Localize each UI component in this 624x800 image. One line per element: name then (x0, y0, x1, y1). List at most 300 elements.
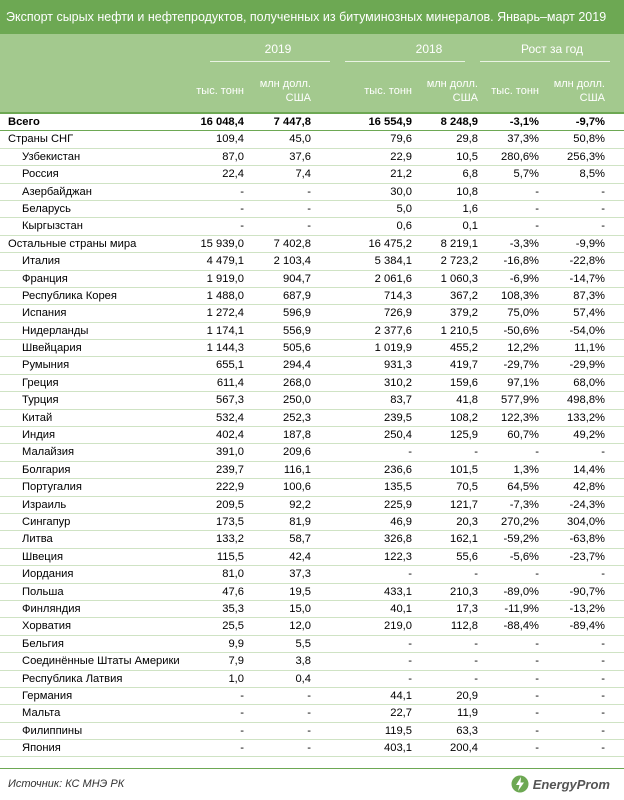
cell-2019-tons: 209,5 (216, 498, 244, 511)
table-row (0, 444, 624, 461)
row-country-name: Португалия (22, 481, 82, 494)
source-note: Источник: КС МНЭ РК (8, 778, 125, 790)
header-unit-tons: тыс. тонн (364, 85, 412, 97)
cell-2018-tons: - (408, 446, 412, 459)
cell-growth-usd: 133,2% (567, 411, 605, 424)
cell-2018-tons: 5 384,1 (374, 255, 412, 268)
cell-2018-tons: 931,3 (384, 359, 412, 372)
cell-2019-tons: 391,0 (216, 446, 244, 459)
table-row (0, 236, 624, 253)
header-year-2018: 2018 (415, 42, 443, 56)
cell-growth-tons: 97,1% (507, 376, 539, 389)
cell-2019-usd: 250,0 (283, 394, 311, 407)
cell-growth-tons: 75,0% (507, 307, 539, 320)
cell-2019-usd: 2 103,4 (273, 255, 311, 268)
cell-2018-usd: - (474, 655, 478, 668)
cell-2019-usd: 116,1 (283, 463, 311, 476)
cell-growth-tons: -3,1% (509, 116, 539, 128)
cell-2019-usd: - (307, 689, 311, 702)
cell-2019-usd: 5,5 (295, 637, 311, 650)
row-country-name: Германия (22, 689, 73, 702)
cell-2018-tons: 22,9 (390, 150, 412, 163)
cell-growth-usd: -54,0% (569, 324, 605, 337)
cell-2019-tons: 4 479,1 (206, 255, 244, 268)
cell-2019-usd: 12,0 (289, 620, 311, 633)
cell-2018-tons: 79,6 (390, 133, 412, 146)
table-row (0, 218, 624, 235)
cell-growth-tons: - (535, 742, 539, 755)
cell-growth-usd: - (601, 724, 605, 737)
cell-2019-usd: 505,6 (283, 342, 311, 355)
cell-2019-tons: 402,4 (216, 429, 244, 442)
cell-2018-usd: 112,8 (450, 620, 478, 633)
row-country-name: Испания (22, 307, 67, 320)
table-row (0, 584, 624, 601)
cell-2019-usd: 7 402,8 (273, 237, 311, 250)
cell-2019-tons: - (240, 220, 244, 233)
cell-2018-tons: 219,0 (384, 620, 412, 633)
row-country-name: Болгария (22, 463, 71, 476)
cell-growth-tons: 577,9% (501, 394, 539, 407)
cell-2018-tons: 250,4 (384, 429, 412, 442)
cell-2019-usd: 687,9 (283, 289, 311, 302)
table-row (0, 375, 624, 392)
table-title: Экспорт сырых нефти и нефтепродуктов, полученных из битуминозных минералов. Январь–март 2019 (0, 0, 624, 34)
table-row (0, 114, 624, 131)
cell-growth-tons: 60,7% (507, 429, 539, 442)
header-unit-usd-line1: млн долл. (426, 78, 478, 90)
cell-growth-usd: 256,3% (567, 150, 605, 163)
row-country-name: Соединённые Штаты Америки (22, 655, 180, 668)
table-row (0, 636, 624, 653)
cell-growth-usd: -9,7% (575, 116, 605, 128)
cell-2019-usd: 92,2 (289, 498, 311, 511)
cell-2018-usd: 455,2 (450, 342, 478, 355)
cell-2018-tons: 225,9 (384, 498, 412, 511)
cell-2019-tons: 1 272,4 (206, 307, 244, 320)
cell-2018-usd: 125,9 (450, 429, 478, 442)
cell-2019-tons: - (240, 707, 244, 720)
cell-2018-tons: 5,0 (396, 202, 412, 215)
cell-2019-tons: 81,0 (222, 568, 244, 581)
cell-2018-tons: 22,7 (390, 707, 412, 720)
row-country-name: Финляндия (22, 602, 81, 615)
table-row (0, 323, 624, 340)
table-row (0, 427, 624, 444)
cell-2019-tons: 222,9 (216, 481, 244, 494)
row-country-name: Иордания (22, 568, 74, 581)
header-unit-tons: тыс. тонн (196, 85, 244, 97)
cell-2018-usd: 1 210,5 (440, 324, 478, 337)
row-country-name: Франция (22, 272, 68, 285)
cell-2019-usd: 45,0 (289, 133, 311, 146)
cell-2019-tons: 567,3 (216, 394, 244, 407)
table-row (0, 566, 624, 583)
cell-growth-tons: 5,7% (513, 168, 539, 181)
table-row (0, 357, 624, 374)
cell-2018-tons: 46,9 (390, 515, 412, 528)
cell-2018-tons: 119,5 (384, 724, 412, 737)
cell-growth-usd: - (601, 672, 605, 685)
row-country-name: Малайзия (22, 446, 75, 459)
cell-growth-usd: 68,0% (573, 376, 605, 389)
cell-2019-tons: 35,3 (222, 602, 244, 615)
cell-2019-tons: 109,4 (216, 133, 244, 146)
cell-2018-tons: 0,6 (396, 220, 412, 233)
cell-2018-usd: 210,3 (450, 585, 478, 598)
cell-2019-usd: 81,9 (289, 515, 311, 528)
header-divider (480, 61, 610, 62)
table-row (0, 601, 624, 618)
cell-2018-tons: 433,1 (384, 585, 412, 598)
row-country-name: Хорватия (22, 620, 72, 633)
cell-2018-tons: 2 061,6 (374, 272, 412, 285)
cell-2019-tons: 611,4 (216, 376, 244, 389)
cell-growth-tons: -16,8% (503, 255, 539, 268)
cell-2018-tons: 1 019,9 (374, 342, 412, 355)
row-country-name: Израиль (22, 498, 67, 511)
table-row (0, 340, 624, 357)
cell-2018-tons: 30,0 (390, 185, 412, 198)
cell-growth-tons: 280,6% (501, 150, 539, 163)
cell-growth-usd: - (601, 446, 605, 459)
header-unit-usd-line2: США (285, 92, 311, 104)
cell-2018-usd: 101,5 (450, 463, 478, 476)
table-row (0, 671, 624, 688)
row-country-name: Турция (22, 394, 59, 407)
cell-2018-usd: 2 723,2 (440, 255, 478, 268)
cell-growth-tons: 64,5% (507, 481, 539, 494)
table-row (0, 201, 624, 218)
cell-2018-tons: 40,1 (390, 602, 412, 615)
table-row (0, 131, 624, 148)
cell-2018-usd: 1,6 (462, 202, 478, 215)
table-row (0, 618, 624, 635)
cell-growth-usd: -14,7% (569, 272, 605, 285)
cell-2018-usd: 20,9 (456, 689, 478, 702)
cell-2018-tons: 310,2 (384, 376, 412, 389)
row-country-name: Бельгия (22, 637, 64, 650)
cell-2018-tons: 44,1 (390, 689, 412, 702)
cell-growth-tons: -89,0% (503, 585, 539, 598)
cell-growth-usd: -29,9% (569, 359, 605, 372)
cell-2019-tons: 173,5 (216, 515, 244, 528)
row-country-name: Румыния (22, 359, 70, 372)
row-country-name: Япония (22, 742, 61, 755)
row-country-name: Литва (22, 533, 53, 546)
cell-growth-tons: - (535, 707, 539, 720)
cell-2019-tons: - (240, 689, 244, 702)
cell-growth-usd: 498,8% (567, 394, 605, 407)
row-country-name: Россия (22, 168, 59, 181)
table-row (0, 392, 624, 409)
cell-2018-usd: 367,2 (450, 289, 478, 302)
row-country-name: Греция (22, 376, 59, 389)
cell-2019-usd: - (307, 724, 311, 737)
cell-2019-usd: - (307, 742, 311, 755)
cell-2018-tons: 122,3 (384, 550, 412, 563)
cell-2019-usd: - (307, 707, 311, 720)
cell-growth-usd: - (601, 202, 605, 215)
cell-2019-usd: 187,8 (283, 429, 311, 442)
cell-2018-tons: - (408, 637, 412, 650)
header-unit-tons: тыс. тонн (491, 85, 539, 97)
cell-2019-usd: 904,7 (283, 272, 311, 285)
header-unit-usd-line2: США (579, 92, 605, 104)
cell-2018-usd: - (474, 446, 478, 459)
cell-2018-tons: 16 475,2 (368, 237, 412, 250)
cell-2019-tons: 22,4 (222, 168, 244, 181)
header-unit-usd (427, 77, 478, 105)
cell-2018-tons: 16 554,9 (368, 116, 412, 128)
cell-2019-tons: 16 048,4 (200, 116, 244, 128)
cell-growth-tons: - (535, 689, 539, 702)
cell-2019-tons: 9,9 (228, 637, 244, 650)
cell-growth-usd: -89,4% (569, 620, 605, 633)
row-country-name: Мальта (22, 707, 61, 720)
cell-growth-usd: - (601, 568, 605, 581)
cell-2018-tons: 236,6 (384, 463, 412, 476)
cell-growth-usd: 49,2% (573, 429, 605, 442)
cell-growth-usd: -13,2% (569, 602, 605, 615)
cell-2019-usd: 252,3 (283, 411, 311, 424)
cell-2019-usd: 100,6 (283, 481, 311, 494)
cell-growth-usd: - (601, 707, 605, 720)
cell-2019-tons: 47,6 (222, 585, 244, 598)
cell-2019-usd: 37,6 (289, 150, 311, 163)
cell-2018-usd: 20,3 (456, 515, 478, 528)
table-row (0, 184, 624, 201)
row-country-name: Швеция (22, 550, 64, 563)
header-divider (210, 61, 330, 62)
logo-text: EnergyProm (532, 776, 610, 792)
cell-2019-usd: 596,9 (283, 307, 311, 320)
cell-2019-tons: 532,4 (216, 411, 244, 424)
table-row (0, 166, 624, 183)
header-year-2019: 2019 (264, 42, 292, 56)
row-country-name: Индия (22, 429, 56, 442)
cell-2018-usd: 108,2 (450, 411, 478, 424)
row-country-name: Филиппины (22, 724, 83, 737)
cell-growth-usd: 11,1% (574, 342, 605, 355)
row-country-name: Страны СНГ (8, 133, 74, 146)
cell-2018-usd: 10,8 (456, 185, 478, 198)
table-row (0, 462, 624, 479)
cell-growth-usd: -24,3% (569, 498, 605, 511)
cell-2019-tons: 15 939,0 (200, 237, 244, 250)
cell-growth-tons: - (535, 724, 539, 737)
table-row (0, 705, 624, 722)
table-row (0, 653, 624, 670)
cell-growth-usd: 87,3% (573, 289, 605, 302)
cell-growth-tons: 1,3% (513, 463, 539, 476)
cell-2019-usd: 556,9 (283, 324, 311, 337)
table-row (0, 549, 624, 566)
cell-2019-usd: 15,0 (289, 602, 311, 615)
cell-growth-tons: - (535, 202, 539, 215)
table-row (0, 740, 624, 757)
cell-growth-usd: -63,8% (569, 533, 605, 546)
row-country-name: Нидерланды (22, 324, 89, 337)
cell-growth-usd: -9,9% (575, 237, 605, 250)
table-row (0, 410, 624, 427)
cell-2019-usd: - (307, 202, 311, 215)
cell-2018-usd: 8 248,9 (440, 116, 478, 128)
cell-growth-usd: 50,8% (573, 133, 605, 146)
cell-2019-usd: 294,4 (283, 359, 311, 372)
header-unit-usd-line2: США (452, 92, 478, 104)
table-row (0, 531, 624, 548)
energyprom-logo (511, 775, 610, 793)
cell-2019-usd: 58,7 (289, 533, 311, 546)
cell-2019-usd: 3,8 (295, 655, 311, 668)
cell-growth-tons: 12,2% (507, 342, 539, 355)
cell-growth-tons: - (535, 185, 539, 198)
row-country-name: Швейцария (22, 342, 82, 355)
cell-growth-tons: - (535, 672, 539, 685)
cell-2019-tons: 239,7 (216, 463, 244, 476)
row-country-name: Италия (22, 255, 61, 268)
header-growth: Рост за год (520, 42, 583, 56)
lightning-icon (511, 775, 529, 793)
row-country-name: Республика Корея (22, 289, 117, 302)
row-country-name: Всего (8, 116, 40, 128)
row-country-name: Остальные страны мира (8, 237, 137, 250)
table-row (0, 288, 624, 305)
cell-2019-usd: 19,5 (289, 585, 311, 598)
cell-growth-tons: - (535, 655, 539, 668)
cell-growth-tons: - (535, 220, 539, 233)
row-country-name: Китай (22, 411, 53, 424)
cell-2018-usd: 162,1 (450, 533, 478, 546)
cell-2019-tons: 87,0 (222, 150, 244, 163)
cell-growth-usd: 42,8% (573, 481, 605, 494)
table-row (0, 497, 624, 514)
footer (0, 768, 624, 800)
cell-2018-usd: 63,3 (456, 724, 478, 737)
row-country-name: Польша (22, 585, 64, 598)
cell-2018-tons: 83,7 (390, 394, 412, 407)
cell-2018-usd: 70,5 (456, 481, 478, 494)
cell-growth-tons: -88,4% (503, 620, 539, 633)
cell-growth-usd: 304,0% (567, 515, 605, 528)
cell-2019-tons: 25,5 (222, 620, 244, 633)
table-body (0, 114, 624, 757)
cell-2019-tons: 655,1 (216, 359, 244, 372)
cell-growth-tons: -11,9% (504, 602, 539, 615)
cell-2019-usd: 209,6 (283, 446, 311, 459)
cell-growth-usd: - (601, 742, 605, 755)
cell-growth-tons: -50,6% (503, 324, 539, 337)
cell-growth-usd: 8,5% (579, 168, 605, 181)
cell-2019-tons: 7,9 (228, 655, 244, 668)
cell-2018-tons: 326,8 (384, 533, 412, 546)
cell-2018-tons: - (408, 568, 412, 581)
header-divider (345, 61, 465, 62)
cell-2018-usd: - (474, 568, 478, 581)
cell-growth-usd: - (601, 637, 605, 650)
cell-2019-tons: - (240, 742, 244, 755)
row-country-name: Кыргызстан (22, 220, 83, 233)
header-unit-usd (554, 77, 605, 105)
cell-2019-tons: 1 144,3 (206, 342, 244, 355)
cell-growth-usd: -23,7% (569, 550, 605, 563)
cell-growth-tons: -6,9% (509, 272, 539, 285)
cell-2018-tons: - (408, 655, 412, 668)
cell-2019-usd: 7,4 (295, 168, 311, 181)
table-row (0, 479, 624, 496)
cell-2019-tons: 1 174,1 (206, 324, 244, 337)
cell-2018-usd: 55,6 (456, 550, 478, 563)
table-row (0, 253, 624, 270)
cell-2019-tons: 1,0 (228, 672, 244, 685)
row-country-name: Беларусь (22, 202, 71, 215)
cell-growth-tons: - (535, 446, 539, 459)
table-row (0, 149, 624, 166)
cell-2019-tons: - (240, 185, 244, 198)
cell-2018-usd: 11,9 (457, 707, 478, 720)
cell-2018-usd: 419,7 (450, 359, 478, 372)
cell-2019-tons: - (240, 202, 244, 215)
cell-2019-tons: 133,2 (216, 533, 244, 546)
cell-2018-usd: 159,6 (450, 376, 478, 389)
cell-2018-usd: - (474, 672, 478, 685)
cell-growth-usd: - (601, 220, 605, 233)
cell-2018-usd: 121,7 (450, 498, 478, 511)
cell-growth-usd: -22,8% (569, 255, 605, 268)
cell-growth-tons: 108,3% (501, 289, 539, 302)
cell-2019-tons: 115,5 (216, 550, 244, 563)
cell-growth-usd: - (601, 655, 605, 668)
cell-2019-usd: 7 447,8 (273, 116, 311, 128)
cell-2019-usd: - (307, 185, 311, 198)
header-unit-usd-line1: млн долл. (553, 78, 605, 90)
cell-2018-usd: - (474, 637, 478, 650)
cell-2019-usd: 37,3 (289, 568, 311, 581)
cell-2018-usd: 10,5 (456, 150, 478, 163)
cell-2019-usd: 42,4 (289, 550, 311, 563)
table-row (0, 514, 624, 531)
cell-2018-usd: 6,8 (462, 168, 478, 181)
table-row (0, 723, 624, 740)
table-row (0, 688, 624, 705)
cell-2019-tons: 1 919,0 (206, 272, 244, 285)
cell-2019-usd: 0,4 (295, 672, 311, 685)
cell-2018-tons: 726,9 (384, 307, 412, 320)
cell-2018-tons: 21,2 (390, 168, 412, 181)
cell-growth-tons: 37,3% (507, 133, 539, 146)
cell-growth-tons: -3,3% (509, 237, 539, 250)
row-country-name: Республика Латвия (22, 672, 123, 685)
cell-growth-usd: - (601, 185, 605, 198)
cell-growth-usd: 57,4% (573, 307, 605, 320)
row-country-name: Азербайджан (22, 185, 92, 198)
cell-growth-tons: -59,2% (503, 533, 539, 546)
cell-2018-usd: 29,8 (456, 133, 478, 146)
cell-growth-usd: - (601, 689, 605, 702)
row-country-name: Сингапур (22, 515, 71, 528)
cell-2018-tons: 2 377,6 (374, 324, 412, 337)
cell-2018-usd: 8 219,1 (440, 237, 478, 250)
cell-growth-tons: -5,6% (509, 550, 539, 563)
cell-growth-tons: 122,3% (501, 411, 539, 424)
row-country-name: Узбекистан (22, 150, 81, 163)
cell-2018-tons: 135,5 (384, 481, 412, 494)
cell-2019-tons: - (240, 724, 244, 737)
cell-growth-tons: -29,7% (503, 359, 539, 372)
cell-growth-tons: - (535, 568, 539, 581)
cell-2018-tons: 239,5 (384, 411, 412, 424)
